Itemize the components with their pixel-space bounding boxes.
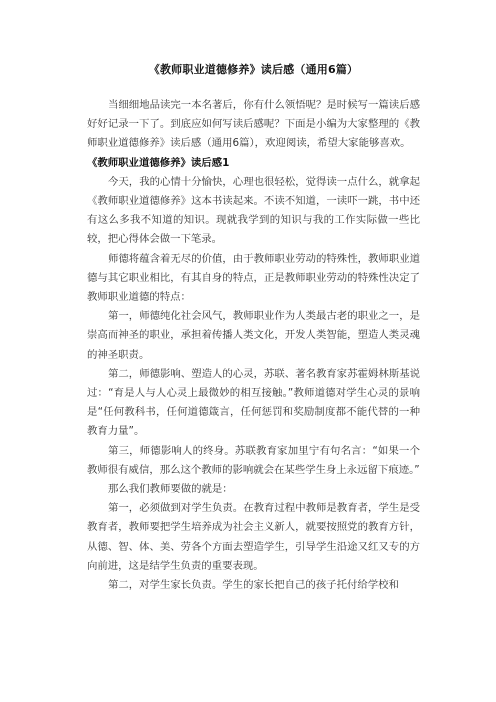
body-paragraph: 第二，师德影响、塑造人的心灵，苏联、著名教育家苏霍姆林斯基说过：“育是人与人心灵上最微妙的相互接触。”教师道德对学生心灵的景响是“任何教科书，任何道德箴言，任何惩罚和奖励制度都不能代替的一种教育力量”。 — [87, 367, 420, 438]
body-paragraph: 师德将蕴含着无尽的价值，由于教师职业劳动的特殊性，教师职业道德与其它职业相比，有其自身的特点，正是教师职业劳动的特殊性决定了教师职业道德的特点： — [87, 252, 420, 304]
body-paragraph: 第三，师德影响人的终身。苏联教育家加里宁有句名言：“如果一个教师很有威信，那么这个教师的影响就会在某些学生身上永远留下痕迹。” — [87, 444, 420, 476]
body-paragraph: 那么我们教师要做的就是： — [108, 483, 233, 496]
body-paragraph: 今天，我的心情十分愉快，心理也很轻松，觉得读一点什么，就拿起《教师职业道德修养》这本书读起来。不读不知道，一读吓一跳，书中还有这么多我不知道的知识。现就我学到的知识与我的工作实际做一些比较，把心得体会做一下笔录。 — [87, 175, 420, 246]
body-paragraph: 第一，师德纯化社会风气，教师职业作为人类最古老的职业之一，是崇高而神圣的职业，承担着传播人类文化，开发人类智能，塑造人类灵魂的神圣职责。 — [87, 310, 420, 361]
section-heading-1: 《教师职业道德修养》读后感1 — [87, 156, 230, 169]
body-paragraph: 第一，必须做到对学生负责。在教育过程中教师是教育者，学生是受教育者，教师要把学生培养成为社会主义新人，就要按照党的教育方针，从德、智、体、美、劳各个方面去塑造学生，引导学生沿途又红又专的方向前进，这是结学生负责的重要表现。 — [87, 502, 420, 572]
body-paragraph: 第二，对学生家长负责。学生的家长把自己的孩子托付给学校和 — [108, 579, 399, 592]
intro-paragraph: 当细细地品读完一本名著后，你有什么领悟呢？是时候写一篇读后感好好记录一下了。到底应如何写读后感呢？下面是小编为大家整理的《教师职业道德修养》读后感（通用6篇），欢迎阅读，希望大家能够喜欢。 — [87, 99, 420, 150]
document-title: 《教师职业道德修养》读后感（通用6篇） — [148, 63, 359, 76]
